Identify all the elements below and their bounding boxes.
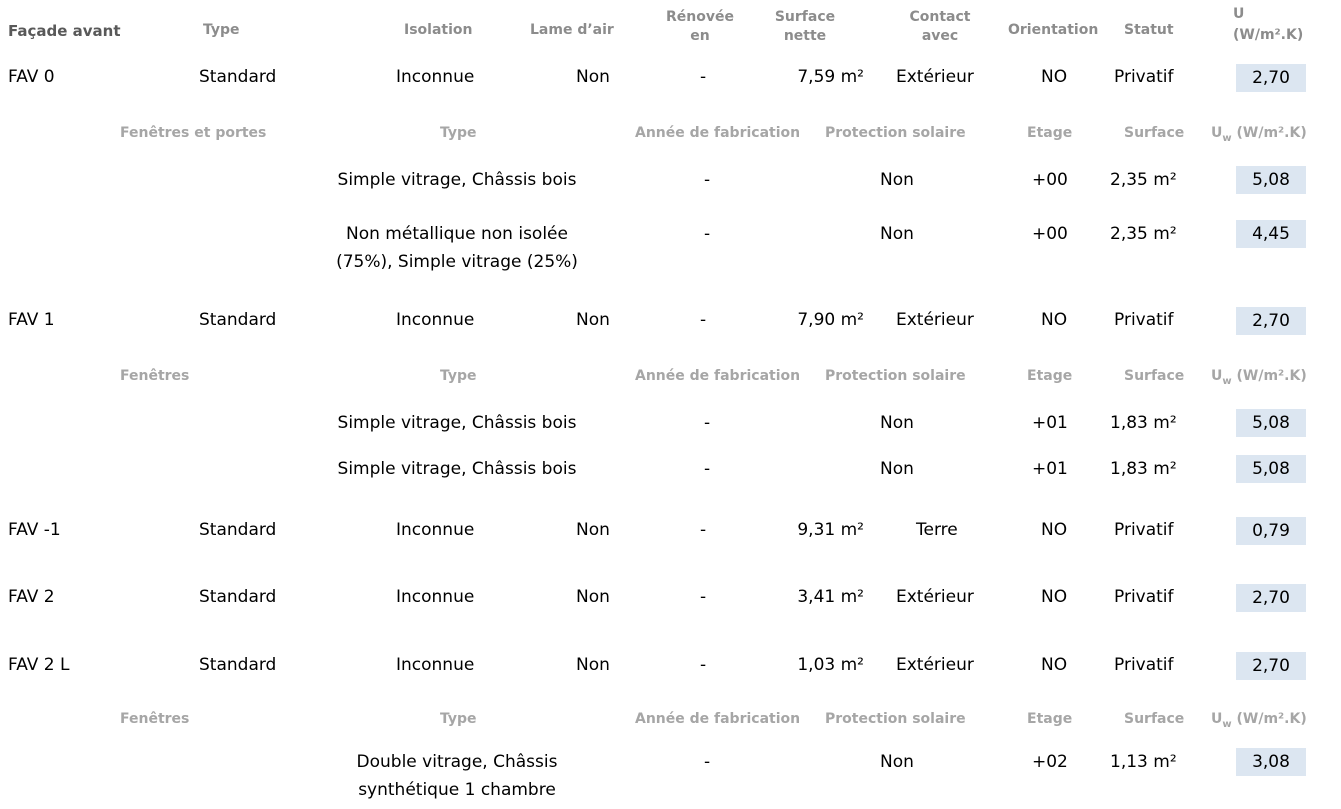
window-header-uw <box>1211 125 1307 144</box>
window-type <box>312 748 602 804</box>
wall-orientation: NO <box>1041 655 1068 675</box>
window-header-uw <box>1211 711 1307 730</box>
wall-surface: 3,41 m² <box>797 587 864 607</box>
wall-u-value: 0,79 <box>1236 517 1306 545</box>
wall-type: Standard <box>199 310 277 330</box>
header-surface-line2: nette <box>783 28 827 44</box>
wall-name: FAV 1 <box>8 310 55 330</box>
window-surface: 1,13 m² <box>1110 752 1177 772</box>
window-group <box>0 365 1341 505</box>
wall-row <box>0 650 1341 680</box>
window-etage: +01 <box>1032 413 1068 433</box>
header-contact-line2: avec <box>921 28 959 44</box>
wall-contact: Extérieur <box>896 67 974 87</box>
header-surface <box>770 8 840 46</box>
window-type <box>312 220 602 276</box>
window-header-protection: Protection solaire <box>825 711 966 727</box>
wall-lame-air: Non <box>576 655 610 675</box>
window-header-surface: Surface <box>1124 368 1185 384</box>
wall-u-value: 2,70 <box>1236 307 1306 335</box>
wall-row <box>0 62 1341 92</box>
header-contact-line1: Contact <box>909 9 971 25</box>
wall-statut: Privatif <box>1114 655 1174 675</box>
wall-contact: Terre <box>916 520 958 540</box>
window-etage: +00 <box>1032 224 1068 244</box>
header-surface-line1: Surface <box>774 9 836 25</box>
window-surface: 2,35 m² <box>1110 170 1177 190</box>
window-protection: Non <box>880 413 914 433</box>
window-header-annee: Année de fabrication <box>635 125 801 141</box>
wall-contact: Extérieur <box>896 310 974 330</box>
wall-type: Standard <box>199 520 277 540</box>
window-type <box>312 459 602 479</box>
window-protection: Non <box>880 170 914 190</box>
window-protection: Non <box>880 459 914 479</box>
window-type <box>312 413 602 433</box>
wall-name: FAV 2 L <box>8 655 70 675</box>
window-annee: - <box>704 413 711 433</box>
window-header-annee: Année de fabrication <box>635 368 801 384</box>
window-group <box>0 120 1341 280</box>
wall-contact: Extérieur <box>896 655 974 675</box>
wall-renovee: - <box>700 520 707 540</box>
wall-isolation: Inconnue <box>396 67 475 87</box>
wall-statut: Privatif <box>1114 310 1174 330</box>
window-type-line1: Simple vitrage, Châssis bois <box>337 170 577 190</box>
wall-surface: 9,31 m² <box>797 520 864 540</box>
window-type <box>312 170 602 190</box>
window-uw-value: 5,08 <box>1236 166 1306 194</box>
wall-lame-air: Non <box>576 310 610 330</box>
window-uw-value: 5,08 <box>1236 409 1306 437</box>
window-uw-value: 4,45 <box>1236 220 1306 248</box>
window-protection: Non <box>880 224 914 244</box>
wall-type: Standard <box>199 655 277 675</box>
window-header-etage: Etage <box>1027 125 1073 141</box>
header-u-line2: (W/m².K) <box>1233 27 1304 43</box>
window-surface: 1,83 m² <box>1110 459 1177 479</box>
wall-statut: Privatif <box>1114 520 1174 540</box>
header-u <box>1233 4 1303 46</box>
window-etage: +02 <box>1032 752 1068 772</box>
window-group <box>0 708 1341 809</box>
window-uw-value: 5,08 <box>1236 455 1306 483</box>
wall-surface: 7,59 m² <box>797 67 864 87</box>
wall-contact: Extérieur <box>896 587 974 607</box>
wall-row <box>0 582 1341 612</box>
window-row <box>0 220 1341 270</box>
wall-renovee: - <box>700 587 707 607</box>
window-annee: - <box>704 752 711 772</box>
window-header-uw-suffix: (W/m².K) <box>1231 125 1307 141</box>
wall-isolation: Inconnue <box>396 587 475 607</box>
wall-surface: 1,03 m² <box>797 655 864 675</box>
window-header-protection: Protection solaire <box>825 125 966 141</box>
wall-row <box>0 305 1341 335</box>
header-lame-air: Lame d’air <box>530 22 614 38</box>
wall-orientation: NO <box>1041 587 1068 607</box>
wall-u-value: 2,70 <box>1236 64 1306 92</box>
header-u-line1: U <box>1233 6 1245 22</box>
window-group-label: Fenêtres <box>120 711 190 727</box>
window-etage: +00 <box>1032 170 1068 190</box>
window-type-line2: synthétique 1 chambre <box>358 780 556 800</box>
window-header-uw <box>1211 368 1307 387</box>
wall-type: Standard <box>199 67 277 87</box>
wall-renovee: - <box>700 310 707 330</box>
window-type-line1: Non métallique non isolée <box>346 224 568 244</box>
window-header-surface: Surface <box>1124 711 1185 727</box>
header-renovee-line2: en <box>690 28 710 44</box>
header-contact <box>900 8 980 46</box>
window-header-type: Type <box>440 125 477 141</box>
wall-u-value: 2,70 <box>1236 652 1306 680</box>
wall-u-value: 2,70 <box>1236 584 1306 612</box>
window-header-uw-prefix: U <box>1211 711 1223 727</box>
window-header-surface: Surface <box>1124 125 1185 141</box>
window-row <box>0 413 1341 443</box>
window-type-line1: Double vitrage, Châssis <box>356 752 558 772</box>
wall-renovee: - <box>700 67 707 87</box>
header-renovee <box>660 8 740 46</box>
window-row <box>0 459 1341 489</box>
window-surface: 2,35 m² <box>1110 224 1177 244</box>
window-header-protection: Protection solaire <box>825 368 966 384</box>
window-type-line1: Simple vitrage, Châssis bois <box>337 413 577 433</box>
window-header-etage: Etage <box>1027 368 1073 384</box>
wall-name: FAV 0 <box>8 67 55 87</box>
wall-type: Standard <box>199 587 277 607</box>
window-surface: 1,83 m² <box>1110 413 1177 433</box>
window-header-annee: Année de fabrication <box>635 711 801 727</box>
window-group-label: Fenêtres et portes <box>120 125 267 141</box>
wall-statut: Privatif <box>1114 67 1174 87</box>
window-row <box>0 748 1341 806</box>
window-annee: - <box>704 224 711 244</box>
window-protection: Non <box>880 752 914 772</box>
header-type: Type <box>203 22 240 38</box>
wall-orientation: NO <box>1041 520 1068 540</box>
header-statut: Statut <box>1124 22 1174 38</box>
wall-isolation: Inconnue <box>396 655 475 675</box>
window-header-type: Type <box>440 711 477 727</box>
header-renovee-line1: Rénovée <box>666 9 734 25</box>
wall-lame-air: Non <box>576 587 610 607</box>
window-header-uw-suffix: (W/m².K) <box>1231 368 1307 384</box>
window-header-uw-prefix: U <box>1211 368 1223 384</box>
window-uw-value: 3,08 <box>1236 748 1306 776</box>
window-header-uw-sub: w <box>1222 375 1232 387</box>
header-orientation: Orientation <box>1008 22 1099 38</box>
wall-surface: 7,90 m² <box>797 310 864 330</box>
window-header-etage: Etage <box>1027 711 1073 727</box>
window-annee: - <box>704 459 711 479</box>
window-type-line1: Simple vitrage, Châssis bois <box>337 459 577 479</box>
window-header-uw-sub: w <box>1222 132 1232 144</box>
wall-isolation: Inconnue <box>396 310 475 330</box>
wall-isolation: Inconnue <box>396 520 475 540</box>
header-isolation: Isolation <box>404 22 473 38</box>
wall-lame-air: Non <box>576 520 610 540</box>
window-type-line2: (75%), Simple vitrage (25%) <box>336 252 578 272</box>
wall-lame-air: Non <box>576 67 610 87</box>
window-header-type: Type <box>440 368 477 384</box>
window-etage: +01 <box>1032 459 1068 479</box>
window-header-uw-suffix: (W/m².K) <box>1231 711 1307 727</box>
window-group-label: Fenêtres <box>120 368 190 384</box>
wall-row <box>0 515 1341 545</box>
wall-name: FAV -1 <box>8 520 61 540</box>
wall-orientation: NO <box>1041 67 1068 87</box>
window-row <box>0 170 1341 200</box>
wall-renovee: - <box>700 655 707 675</box>
wall-name: FAV 2 <box>8 587 55 607</box>
wall-statut: Privatif <box>1114 587 1174 607</box>
window-annee: - <box>704 170 711 190</box>
window-header-uw-prefix: U <box>1211 125 1223 141</box>
header-title: Façade avant <box>8 22 121 40</box>
window-header-uw-sub: w <box>1222 718 1232 730</box>
wall-orientation: NO <box>1041 310 1068 330</box>
